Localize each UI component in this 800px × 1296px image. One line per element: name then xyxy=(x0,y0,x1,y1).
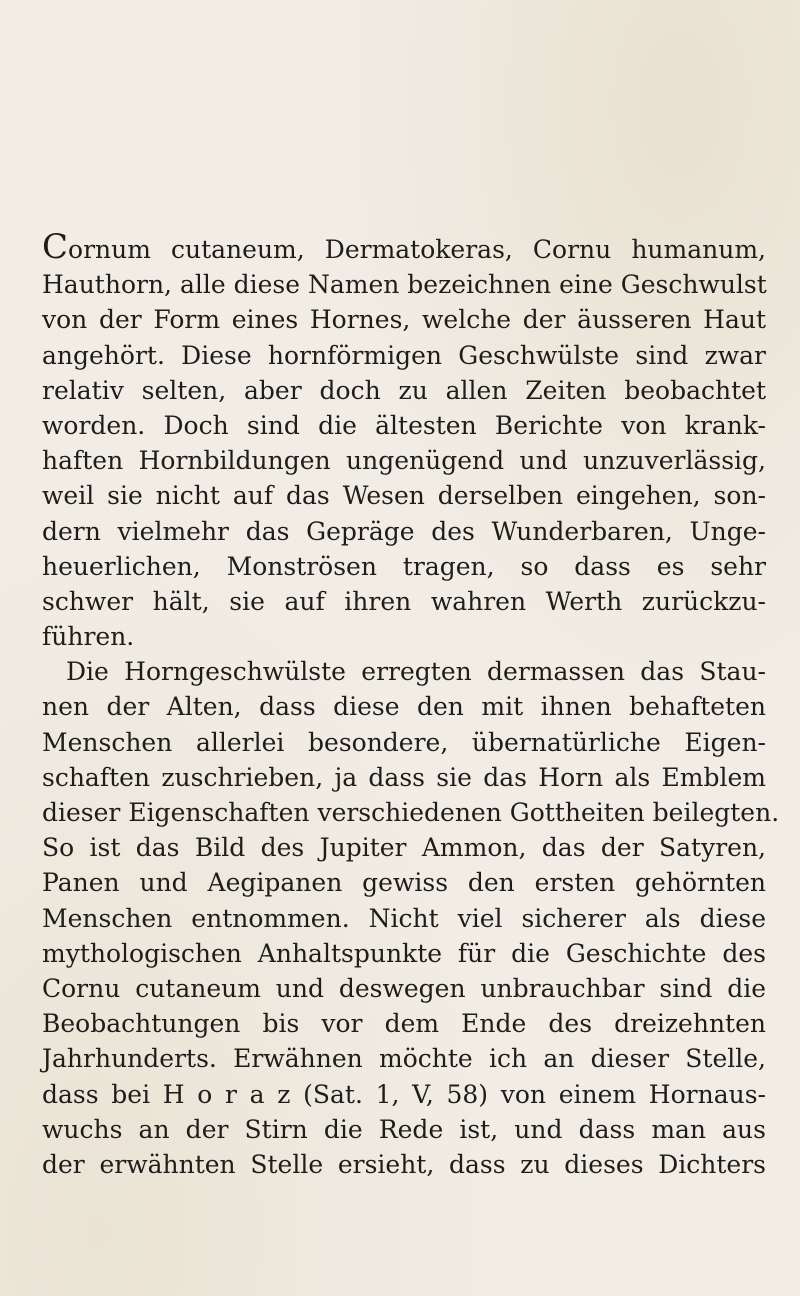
text-line: Die Horngeschwülste erregten dermassen das Stau- xyxy=(66,657,766,687)
text-line: Menschen allerlei besondere, übernatürliche Eigen- xyxy=(42,727,766,757)
line-text: ornum cutaneum, Dermatokeras, Cornu humanum, xyxy=(68,235,766,264)
text-line: weil sie nicht auf das Wesen derselben eingehen, son- xyxy=(42,481,766,511)
text-line: Hauthorn, alle diese Namen bezeichnen eine Geschwulst xyxy=(42,270,767,300)
text-line: angehört. Diese hornförmigen Geschwülste sind zwar xyxy=(42,340,766,370)
text-line: nen der Alten, dass diese den mit ihnen behafteten xyxy=(42,692,766,722)
body-text xyxy=(42,227,780,1182)
text-line: So ist das Bild des Jupiter Ammon, das der Satyren, xyxy=(42,833,766,863)
text-line: Menschen entnommen. Nicht viel sicherer als diese xyxy=(42,903,766,933)
text-line: führen. xyxy=(42,622,135,652)
text-line: von der Form eines Hornes, welche der äusseren Haut xyxy=(42,305,766,335)
text-line: Beobachtungen bis vor dem Ende des dreizehnten xyxy=(42,1009,766,1039)
text-line xyxy=(42,227,766,267)
text-line: worden. Doch sind die ältesten Berichte von krank- xyxy=(42,410,766,440)
text-line: der erwähnten Stelle ersieht, dass zu dieses Dichters xyxy=(42,1149,766,1179)
text-line: heuerlichen, Monströsen tragen, so dass es sehr xyxy=(42,551,766,581)
text-line: schwer hält, sie auf ihren wahren Werth zurückzu- xyxy=(42,586,766,616)
text-line: Jahrhunderts. Erwähnen möchte ich an dieser Stelle, xyxy=(42,1044,766,1074)
text-line: dieser Eigenschaften verschiedenen Gottheiten beilegten. xyxy=(42,798,780,827)
text-line: dass bei H o r a z (Sat. 1, V, 58) von einem Hornaus- xyxy=(42,1079,766,1109)
text-line: Cornu cutaneum und deswegen unbrauchbar sind die xyxy=(42,973,766,1003)
text-line: dern vielmehr das Gepräge des Wunderbaren, Unge- xyxy=(42,516,766,546)
initial-letter: C xyxy=(42,227,69,267)
text-line: mythologischen Anhaltspunkte für die Geschichte des xyxy=(42,938,766,968)
text-line: wuchs an der Stirn die Rede ist, und dass man aus xyxy=(42,1114,766,1144)
text-line: schaften zuschrieben, ja dass sie das Horn als Emblem xyxy=(42,762,766,792)
text-line: relativ selten, aber doch zu allen Zeiten beobachtet xyxy=(42,375,766,405)
text-line: Panen und Aegipanen gewiss den ersten gehörnten xyxy=(42,868,766,898)
text-line: haften Hornbildungen ungenügend und unzuverlässig, xyxy=(42,446,766,476)
